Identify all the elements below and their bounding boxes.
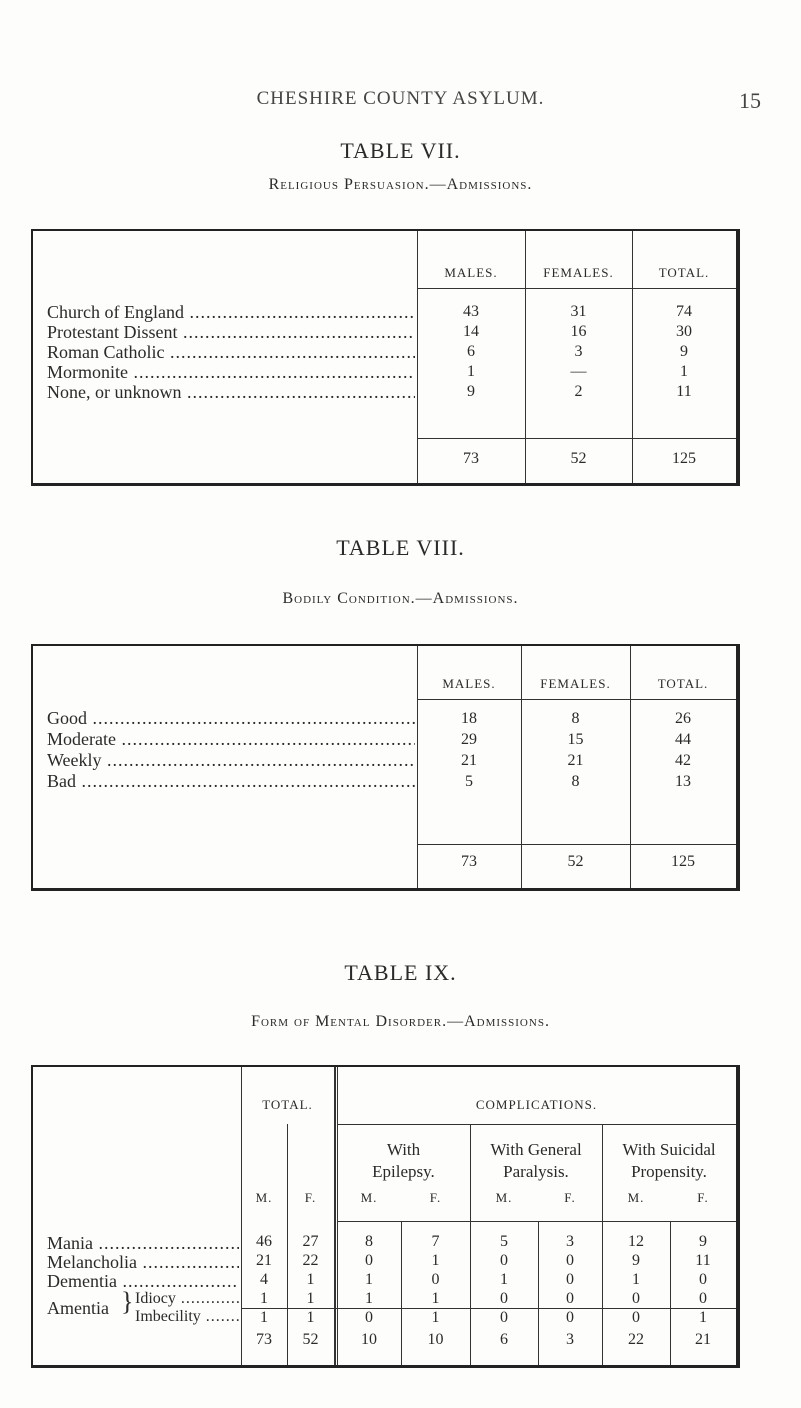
table9-sex-header: M.: [627, 1190, 645, 1205]
table7-cell: 2: [574, 383, 583, 400]
table7-cell: 3: [574, 343, 583, 360]
table9-total: 6: [500, 1331, 508, 1348]
table9-cell: 11: [695, 1252, 711, 1269]
table7-cell: —: [570, 363, 587, 380]
table8-cell: 44: [675, 731, 691, 748]
table9-sex-header: F.: [697, 1190, 709, 1205]
table9-cell: 1: [431, 1252, 440, 1269]
table9-cell: 0: [566, 1271, 574, 1288]
table7-header-males: MALES.: [444, 265, 498, 280]
table9-header-complications: COMPLICATIONS.: [475, 1097, 598, 1112]
table8-header-total: TOTAL.: [657, 676, 709, 691]
table9-amentia-label: Amentia: [47, 1298, 109, 1318]
table9-total: 10: [427, 1331, 444, 1348]
table7-cell: 16: [570, 323, 587, 340]
table9-cell: 0: [699, 1271, 707, 1288]
table8-total: 73: [461, 853, 477, 870]
table7-header-total: TOTAL.: [658, 265, 710, 280]
table8: [31, 644, 740, 891]
table9-cell: 4: [260, 1271, 268, 1288]
table7-row-label: Protestant Dissent .....: [47, 322, 415, 343]
table9-cell: 5: [500, 1233, 508, 1250]
table9-sex-header: F.: [564, 1190, 576, 1205]
table9-cell: 3: [566, 1233, 574, 1250]
table9-sex-header: M.: [255, 1190, 273, 1205]
table9-cell: 1: [306, 1290, 315, 1307]
table9-cell: 1: [431, 1290, 440, 1307]
table8-row-label: Bad .....: [47, 771, 415, 792]
table8-total: 125: [671, 853, 695, 870]
table7-cell: 1: [680, 363, 688, 380]
table9-cell: 1: [500, 1271, 508, 1288]
table7-cell: 9: [467, 383, 475, 400]
table7: [31, 229, 740, 486]
table9-cell: 46: [256, 1233, 272, 1250]
table9-cell: 1: [699, 1309, 707, 1326]
table9-cell: 0: [500, 1290, 508, 1307]
table9-cell: 21: [256, 1252, 272, 1269]
table7-row-label: Church of England .....: [47, 302, 415, 323]
table9-sex-header: M.: [360, 1190, 378, 1205]
table7-cell: 1: [467, 363, 475, 380]
table9-row-label: Idiocy .....: [135, 1290, 239, 1308]
table8-cell: 26: [675, 710, 691, 727]
table9-total: 3: [566, 1331, 574, 1348]
table8-total: 52: [567, 853, 584, 870]
table8-cell: 15: [567, 731, 584, 748]
table9-cell: 9: [632, 1252, 640, 1269]
table9-sex-header: M.: [495, 1190, 513, 1205]
table8-cell: 13: [675, 773, 691, 790]
table9-cell: 1: [431, 1309, 440, 1326]
table7-header-females: FEMALES.: [543, 265, 614, 280]
table9-cell: 22: [302, 1252, 319, 1269]
table7-cell: 6: [467, 343, 475, 360]
table8-cell: 21: [461, 752, 477, 769]
page-number: 15: [739, 88, 761, 113]
table8-cell: 8: [571, 710, 580, 727]
table9-group-epilepsy: [337, 1139, 470, 1183]
table7-cell: 43: [463, 303, 479, 320]
table9-cell: 9: [699, 1233, 707, 1250]
table8-header-males: MALES.: [442, 676, 496, 691]
table7-total: 52: [570, 450, 587, 467]
table9-cell: 0: [632, 1309, 640, 1326]
table9-cell: 1: [365, 1271, 373, 1288]
table9-cell: 1: [306, 1309, 315, 1326]
table9-group-epilepsy-line2: Epilepsy.: [372, 1162, 435, 1181]
running-header: [0, 88, 801, 118]
table8-header-females: FEMALES.: [540, 676, 611, 691]
table9-group-epilepsy-line1: With: [386, 1140, 421, 1159]
table7-cell: 30: [676, 323, 692, 340]
table7-cell: 11: [676, 383, 692, 400]
table9-cell: 0: [365, 1252, 373, 1269]
table9-cell: 0: [566, 1309, 574, 1326]
table8-row-label: Moderate .....: [47, 729, 415, 750]
table9-row-label: Dementia .....: [47, 1271, 239, 1292]
table8-cell: 21: [567, 752, 584, 769]
table9-total: 22: [628, 1331, 644, 1348]
table9-subtitle: Form of Mental Disorder.—Admissions.: [251, 1013, 550, 1030]
table7-caption: TABLE VII.: [340, 138, 461, 163]
table9-header-total: TOTAL.: [262, 1097, 313, 1112]
table9-caption: TABLE IX.: [344, 960, 457, 985]
table9-total: 21: [695, 1331, 711, 1348]
table7-cell: 74: [676, 303, 692, 320]
running-title: CHESHIRE COUNTY ASYLUM.: [256, 88, 545, 109]
table9-cell: 8: [365, 1233, 373, 1250]
table9-cell: 1: [260, 1309, 268, 1326]
table9-cell: 0: [500, 1252, 508, 1269]
table9-cell: 1: [365, 1290, 373, 1307]
table9-group-suicidal: [602, 1139, 736, 1183]
table7-row-label: None, or unknown .....: [47, 382, 415, 403]
table9-cell: 0: [365, 1309, 373, 1326]
table8-cell: 5: [465, 773, 473, 790]
table9-group-paralysis-line1: With General: [490, 1140, 582, 1159]
table9-cell: 0: [500, 1309, 508, 1326]
table8-subtitle: Bodily Condition.—Admissions.: [282, 590, 519, 607]
table7-row-label: Roman Catholic .....: [47, 342, 415, 363]
table8-cell: 29: [461, 731, 477, 748]
table8-cell: 42: [675, 752, 691, 769]
table9-group-paralysis: [470, 1139, 602, 1183]
table7-cell: 9: [680, 343, 688, 360]
table9-cell: 0: [566, 1252, 574, 1269]
table9-total: 10: [361, 1331, 377, 1348]
table9-cell: 0: [632, 1290, 640, 1307]
table9-cell: 0: [566, 1290, 574, 1307]
table9-cell: 1: [306, 1271, 315, 1288]
table9-cell: 1: [260, 1290, 268, 1307]
table8-cell: 8: [571, 773, 580, 790]
table8-cell: 18: [461, 710, 477, 727]
table9: [31, 1065, 740, 1368]
table9-row-label: Imbecility .....: [135, 1308, 239, 1326]
table9-total: 52: [302, 1331, 319, 1348]
table9-cell: 1: [632, 1271, 640, 1288]
amentia-brace: }: [121, 1287, 134, 1316]
table9-sex-header: F.: [304, 1190, 317, 1205]
table9-row-label: Mania .....: [47, 1233, 239, 1254]
table9-group-paralysis-line2: Paralysis.: [503, 1162, 569, 1181]
table7-cell: 14: [463, 323, 479, 340]
table9-group-suicidal-line2: Propensity.: [631, 1162, 707, 1181]
table8-row-label: Good .....: [47, 708, 415, 729]
table9-cell: 7: [431, 1233, 440, 1250]
table8-row-label: Weekly .....: [47, 750, 415, 771]
table7-row-label: Mormonite .....: [47, 362, 415, 383]
table7-total: 73: [463, 450, 479, 467]
table9-cell: 27: [302, 1233, 319, 1250]
table9-cell: 12: [628, 1233, 644, 1250]
table9-cell: 0: [699, 1290, 707, 1307]
table7-total: 125: [672, 450, 696, 467]
table9-row-label: Melancholia .....: [47, 1252, 239, 1273]
table9-group-suicidal-line1: With Suicidal: [622, 1140, 716, 1159]
table7-subtitle: Religious Persuasion.—Admissions.: [268, 176, 533, 193]
table9-cell: 0: [431, 1271, 440, 1288]
table8-caption: TABLE VIII.: [336, 535, 465, 560]
table9-total: 73: [256, 1331, 272, 1348]
table7-cell: 31: [570, 303, 587, 320]
table9-sex-header: F.: [429, 1190, 442, 1205]
